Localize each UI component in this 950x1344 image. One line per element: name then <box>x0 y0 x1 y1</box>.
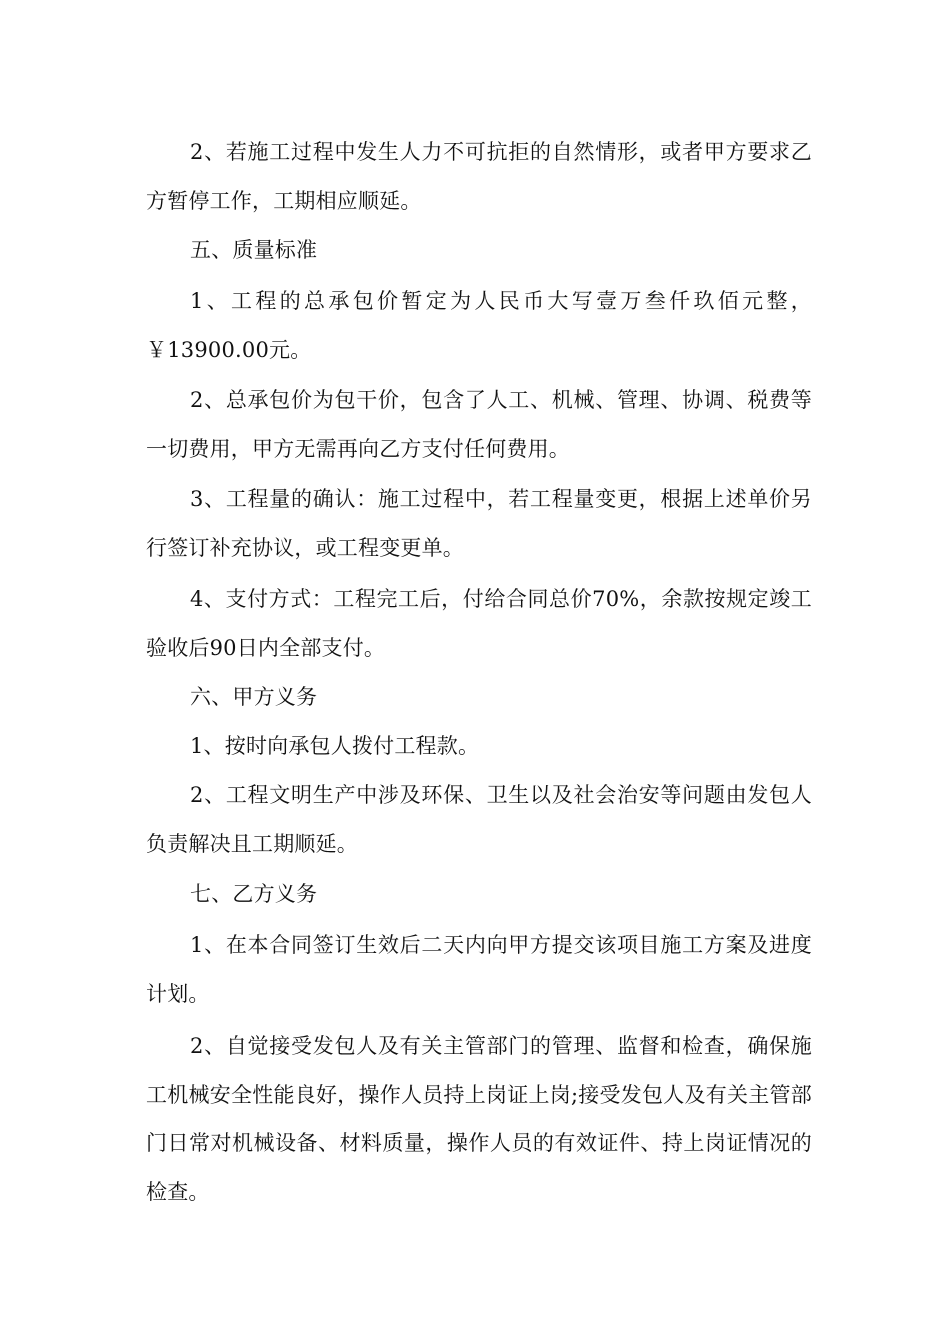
clause-5-item-1: 1、工程的总承包价暂定为人民币大写壹万叁仟玖佰元整，￥13900.00元。 <box>146 289 812 362</box>
clause-6-item-2: 2、工程文明生产中涉及环保、卫生以及社会治安等问题由发包人负责解决且工期顺延。 <box>146 783 812 856</box>
section-heading-party-a-obligations: 六、甲方义务 <box>190 685 318 709</box>
section-heading-quality-standard: 五、质量标准 <box>190 238 318 262</box>
clause-5-item-2: 2、总承包价为包干价，包含了人工、机械、管理、协调、税费等一切费用，甲方无需再向乙方支付任何费用。 <box>146 388 812 461</box>
clause-6-item-1: 1、按时向承包人拨付工程款。 <box>190 734 480 758</box>
clause-7-item-2: 2、自觉接受发包人及有关主管部门的管理、监督和检查，确保施工机械安全性能良好，操作人员持上岗证上岗;接受发包人及有关主管部门日常对机械设备、材料质量，操作人员的有效证件、持上岗证情况的检查。 <box>146 1034 812 1204</box>
section-heading-party-b-obligations: 七、乙方义务 <box>190 882 318 906</box>
clause-5-item-4: 4、支付方式：工程完工后，付给合同总价70%，余款按规定竣工验收后90日内全部支付。 <box>146 587 812 660</box>
clause-4-item-2: 2、若施工过程中发生人力不可抗拒的自然情形，或者甲方要求乙方暂停工作，工期相应顺延。 <box>146 140 812 213</box>
clause-7-item-1: 1、在本合同签订生效后二天内向甲方提交该项目施工方案及进度计划。 <box>146 933 812 1006</box>
clause-5-item-3: 3、工程量的确认：施工过程中，若工程量变更，根据上述单价另行签订补充协议，或工程变更单。 <box>146 487 812 560</box>
